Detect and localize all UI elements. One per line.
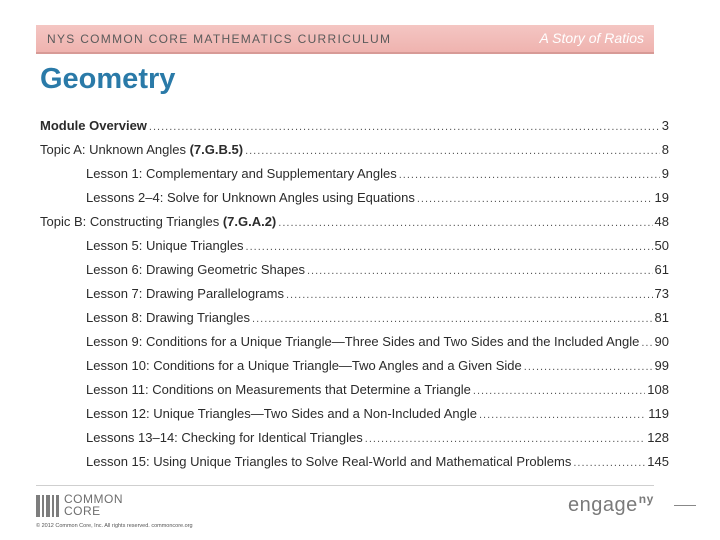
toc-leader-dots: [365, 433, 646, 445]
toc-leader-dots: [307, 265, 653, 277]
toc-leader-dots: [149, 121, 660, 133]
toc-label: Lesson 9: Conditions for a Unique Triangle—Three Sides and Two Sides and the Included Angle: [86, 334, 640, 349]
common-core-bars-icon: [36, 495, 60, 517]
engage-wordmark: engage: [568, 494, 638, 516]
engage-dash: [674, 505, 696, 506]
toc-label: Lesson 7: Drawing Parallelograms: [86, 286, 284, 301]
toc-lesson-row[interactable]: [86, 262, 669, 282]
toc-leader-dots: [479, 409, 646, 421]
toc-page-number: 8: [661, 142, 669, 157]
toc-label: Lesson 6: Drawing Geometric Shapes: [86, 262, 305, 277]
toc-lesson-row[interactable]: [86, 166, 669, 186]
toc-label: Lesson 11: Conditions on Measurements that Determine a Triangle: [86, 382, 471, 397]
toc-label: Topic B: Constructing Triangles (7.G.A.2): [40, 214, 277, 229]
toc-label: Lesson 12: Unique Triangles—Two Sides and a Non-Included Angle: [86, 406, 477, 421]
toc-page-number: 73: [654, 286, 669, 301]
toc-page-number: 19: [654, 190, 669, 205]
toc-label: Lesson 1: Complementary and Supplementary Angles: [86, 166, 397, 181]
toc-leader-dots: [524, 361, 653, 373]
toc-leader-dots: [286, 289, 653, 301]
toc-leader-dots: [473, 385, 645, 397]
toc-lesson-row[interactable]: [86, 454, 669, 474]
toc-leader-dots: [417, 193, 653, 205]
ny-superscript: ny: [638, 492, 654, 506]
toc-label: Lesson 8: Drawing Triangles: [86, 310, 251, 325]
header-bar: [36, 25, 654, 54]
logo-line-2: CORE: [64, 504, 101, 518]
engage-ny-logo: [568, 492, 654, 517]
toc-standard: (7.G.B.5): [189, 142, 244, 157]
toc-leader-dots: [641, 337, 652, 349]
toc-page-number: 61: [654, 262, 669, 277]
toc-leader-dots: [252, 313, 653, 325]
toc-lesson-row[interactable]: [86, 238, 669, 258]
toc-page-number: 48: [654, 214, 669, 229]
toc-lesson-row[interactable]: [86, 190, 669, 210]
toc-leader-dots: [278, 217, 652, 229]
toc-label: Lesson 5: Unique Triangles: [86, 238, 244, 253]
toc-page-number: 81: [654, 310, 669, 325]
toc-lesson-row[interactable]: [86, 382, 669, 402]
toc-page-number: 9: [661, 166, 669, 181]
curriculum-label: NYS COMMON CORE MATHEMATICS CURRICULUM: [47, 32, 392, 46]
page-title: Geometry: [40, 63, 176, 95]
toc-section-row[interactable]: [40, 142, 669, 162]
toc-standard: (7.G.A.2): [222, 214, 277, 229]
story-label: A Story of Ratios: [539, 30, 644, 46]
toc-page-number: 90: [654, 334, 669, 349]
footer-divider: [36, 485, 654, 486]
toc-page-number: 50: [654, 238, 669, 253]
toc-page-number: 3: [661, 118, 669, 133]
toc-label: Lesson 15: Using Unique Triangles to Solve Real-World and Mathematical Problems: [86, 454, 572, 469]
logo-line-1: COMMON: [64, 492, 123, 506]
toc-lesson-row[interactable]: [86, 286, 669, 306]
toc-page-number: 119: [648, 406, 669, 421]
toc-lesson-row[interactable]: [86, 334, 669, 354]
toc-section-row[interactable]: [40, 118, 669, 138]
toc-lesson-row[interactable]: [86, 430, 669, 450]
common-core-wordmark: [64, 493, 123, 517]
toc-leader-dots: [245, 145, 660, 157]
toc-label: Module Overview: [40, 118, 147, 133]
toc-page-number: 108: [647, 382, 669, 397]
toc-label: Lessons 2–4: Solve for Unknown Angles using Equations: [86, 190, 415, 205]
toc-label: Lesson 10: Conditions for a Unique Triangle—Two Angles and a Given Side: [86, 358, 522, 373]
toc-leader-dots: [399, 169, 660, 181]
toc-page-number: 99: [654, 358, 669, 373]
copyright-notice: © 2012 Common Core, Inc. All rights reserved. commoncore.org: [36, 523, 193, 529]
toc-lesson-row[interactable]: [86, 406, 669, 426]
common-core-logo: [36, 493, 136, 521]
toc-page-number: 145: [647, 454, 669, 469]
toc-label: Lessons 13–14: Checking for Identical Triangles: [86, 430, 363, 445]
toc-label: Topic A: Unknown Angles (7.G.B.5): [40, 142, 244, 157]
toc-lesson-row[interactable]: [86, 358, 669, 378]
toc-page-number: 128: [647, 430, 669, 445]
toc-section-row[interactable]: [40, 214, 669, 234]
toc-lesson-row[interactable]: [86, 310, 669, 330]
toc-leader-dots: [246, 241, 653, 253]
toc-leader-dots: [573, 457, 645, 469]
